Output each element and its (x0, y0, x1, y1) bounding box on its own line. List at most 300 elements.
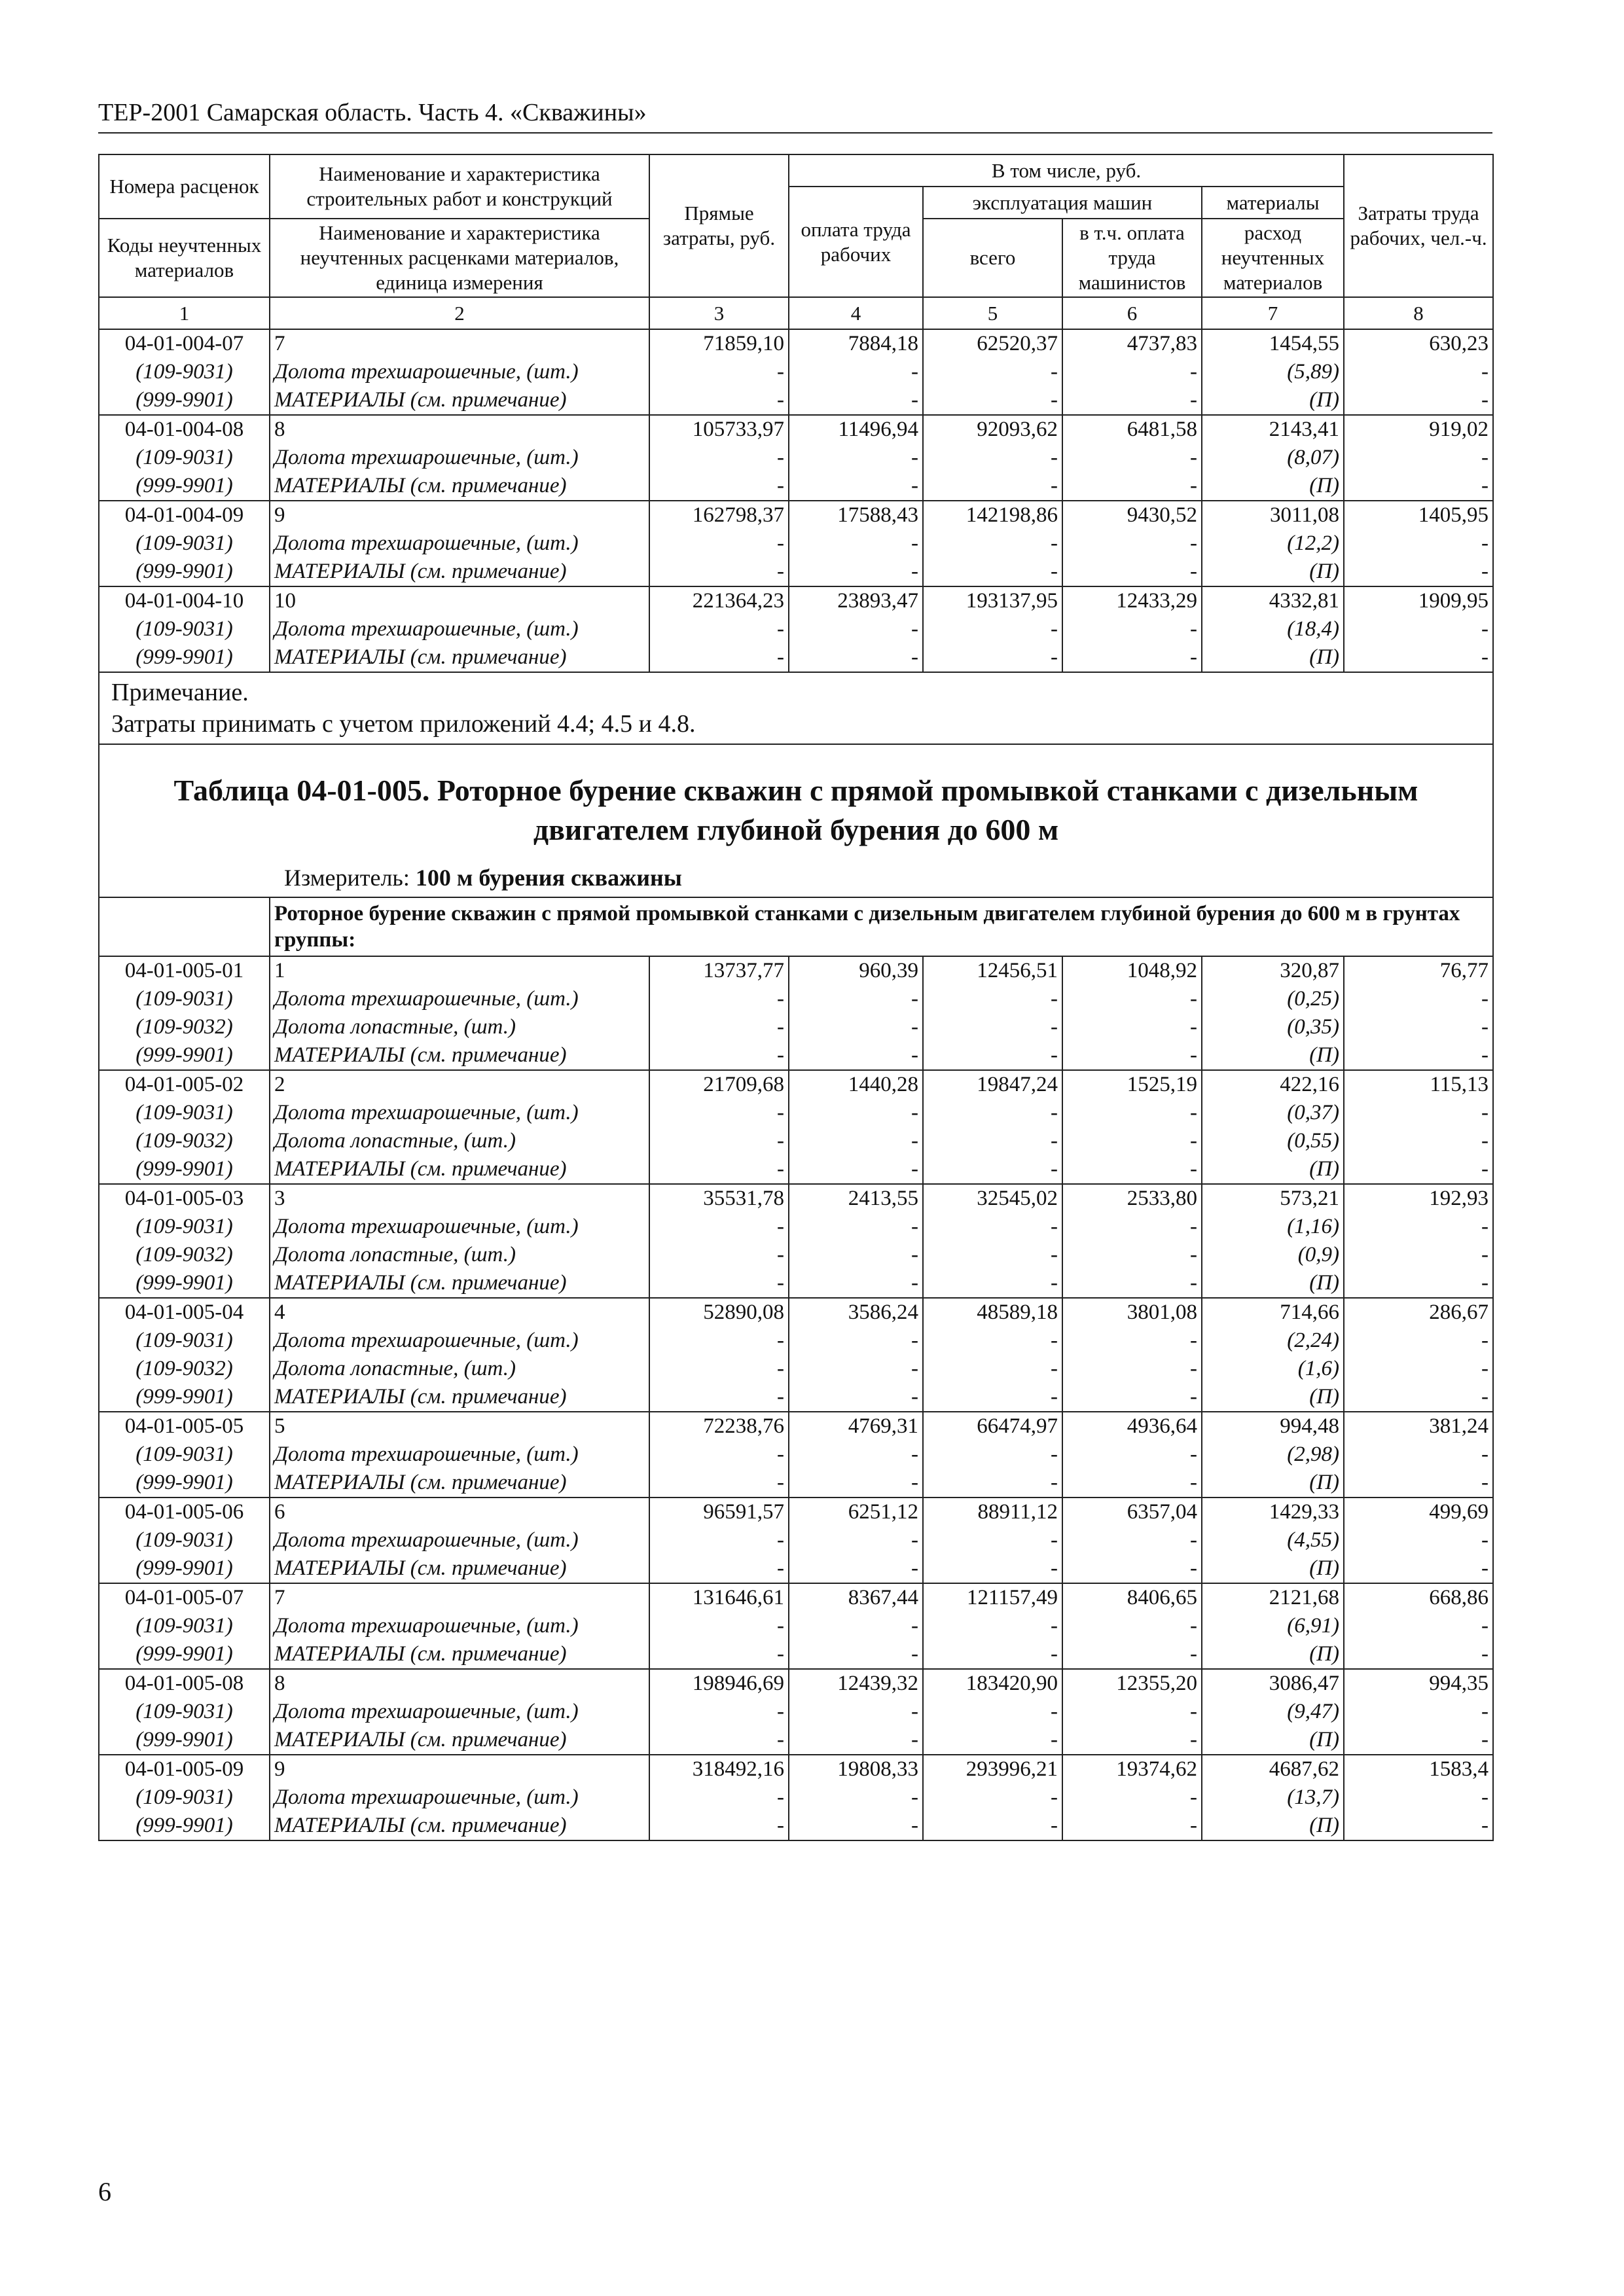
material-name: Долота трехшарошечные, (шт.) (270, 985, 649, 1013)
material-row (99, 558, 1493, 586)
dash-cell: - (649, 985, 789, 1013)
rate-value: 198946,69 (649, 1669, 789, 1698)
dash-cell: - (1344, 1526, 1493, 1554)
rate-value: 2413,55 (789, 1184, 923, 1213)
dash-cell: - (1062, 1099, 1202, 1127)
dash-cell: - (923, 1441, 1062, 1469)
dash-cell: - (923, 643, 1062, 672)
dash-cell: - (789, 1241, 923, 1269)
material-consumption: (2,98) (1202, 1441, 1344, 1469)
dash-cell: - (649, 1327, 789, 1355)
rate-value: 52890,08 (649, 1298, 789, 1327)
material-row (99, 615, 1493, 643)
dash-cell: - (649, 1526, 789, 1554)
material-consumption: (2,24) (1202, 1327, 1344, 1355)
rate-name: 4 (270, 1298, 649, 1327)
rate-value: 66474,97 (923, 1412, 1062, 1441)
dash-cell: - (1344, 444, 1493, 472)
material-consumption: (П) (1202, 1640, 1344, 1669)
dash-cell: - (1344, 643, 1493, 672)
material-code: (999-9901) (99, 1469, 270, 1498)
rate-value: 1454,55 (1202, 329, 1344, 358)
dash-cell: - (789, 529, 923, 558)
dash-cell: - (789, 358, 923, 386)
dash-cell: - (1062, 1441, 1202, 1469)
material-consumption: (1,16) (1202, 1213, 1344, 1241)
dash-cell: - (1062, 558, 1202, 586)
dash-cell: - (1344, 1726, 1493, 1755)
measure-label: Измеритель: (284, 865, 416, 891)
material-consumption: (18,4) (1202, 615, 1344, 643)
dash-cell: - (1062, 1127, 1202, 1155)
material-code: (999-9901) (99, 1726, 270, 1755)
material-name: МАТЕРИАЛЫ (см. примечание) (270, 558, 649, 586)
rate-value: 6357,04 (1062, 1498, 1202, 1526)
rate-value: 13737,77 (649, 956, 789, 985)
rate-value: 2121,68 (1202, 1583, 1344, 1612)
rate-value: 960,39 (789, 956, 923, 985)
material-name: Долота трехшарошечные, (шт.) (270, 1099, 649, 1127)
rate-value: 2143,41 (1202, 415, 1344, 444)
dash-cell: - (923, 1241, 1062, 1269)
material-code: (999-9901) (99, 1640, 270, 1669)
material-name: Долота трехшарошечные, (шт.) (270, 1327, 649, 1355)
dash-cell: - (1344, 1812, 1493, 1840)
header-work-name: Наименование и характеристика строительных работ и конструкций (270, 154, 649, 219)
material-row (99, 1554, 1493, 1583)
rate-name: 7 (270, 1583, 649, 1612)
dash-cell: - (923, 1612, 1062, 1640)
material-name: МАТЕРИАЛЫ (см. примечание) (270, 1554, 649, 1583)
rate-value: 2533,80 (1062, 1184, 1202, 1213)
rate-value: 72238,76 (649, 1412, 789, 1441)
measure-unit (113, 864, 1479, 891)
dash-cell: - (1344, 1155, 1493, 1184)
material-code: (999-9901) (99, 1041, 270, 1070)
material-name: Долота трехшарошечные, (шт.) (270, 1213, 649, 1241)
dash-cell: - (649, 1383, 789, 1412)
rate-code: 04-01-005-04 (99, 1298, 270, 1327)
dash-cell: - (789, 1441, 923, 1469)
rate-row (99, 501, 1493, 529)
dash-cell: - (1344, 1041, 1493, 1070)
dash-cell: - (1344, 1383, 1493, 1412)
dash-cell: - (923, 1726, 1062, 1755)
material-row (99, 1383, 1493, 1412)
dash-cell: - (1062, 1013, 1202, 1041)
section-heading: Роторное бурение скважин с прямой промывкой станками с дизельным двигателем глубиной бурения до 600 м в грунтах группы: (270, 897, 1493, 956)
dash-cell: - (1062, 1726, 1202, 1755)
rate-value: 3086,47 (1202, 1669, 1344, 1698)
dash-cell: - (1062, 1327, 1202, 1355)
note-text: Затраты принимать с учетом приложений 4.4; 4.5 и 4.8. (111, 710, 696, 738)
rate-code: 04-01-004-07 (99, 329, 270, 358)
rate-name: 9 (270, 501, 649, 529)
rate-code: 04-01-005-02 (99, 1070, 270, 1099)
rate-value: 62520,37 (923, 329, 1062, 358)
dash-cell: - (1062, 985, 1202, 1013)
dash-cell: - (649, 643, 789, 672)
material-name: Долота лопастные, (шт.) (270, 1013, 649, 1041)
rate-name: 8 (270, 1669, 649, 1698)
dash-cell: - (1062, 1612, 1202, 1640)
rate-value: 8367,44 (789, 1583, 923, 1612)
material-name: Долота трехшарошечные, (шт.) (270, 1698, 649, 1726)
rate-value: 92093,62 (923, 415, 1062, 444)
rate-code: 04-01-005-09 (99, 1755, 270, 1784)
material-consumption: (5,89) (1202, 358, 1344, 386)
material-code: (999-9901) (99, 1554, 270, 1583)
material-row (99, 1784, 1493, 1812)
dash-cell: - (923, 1213, 1062, 1241)
dash-cell: - (789, 1554, 923, 1583)
rate-value: 1405,95 (1344, 501, 1493, 529)
rate-code: 04-01-005-06 (99, 1498, 270, 1526)
material-consumption: (0,55) (1202, 1127, 1344, 1155)
material-code: (109-9032) (99, 1013, 270, 1041)
dash-cell: - (1344, 558, 1493, 586)
column-number: 5 (923, 297, 1062, 329)
dash-cell: - (789, 1127, 923, 1155)
column-number: 8 (1344, 297, 1493, 329)
header-machines-total: всего (923, 219, 1062, 297)
material-name: Долота трехшарошечные, (шт.) (270, 1784, 649, 1812)
rate-value: 192,93 (1344, 1184, 1493, 1213)
dash-cell: - (1062, 1213, 1202, 1241)
material-code: (109-9032) (99, 1355, 270, 1383)
dash-cell: - (649, 444, 789, 472)
dash-cell: - (1344, 529, 1493, 558)
header-worker-pay: оплата труда рабочих (789, 187, 923, 297)
header-operator-pay: в т.ч. оплата труда машинистов (1062, 219, 1202, 297)
material-name: МАТЕРИАЛЫ (см. примечание) (270, 1812, 649, 1840)
dash-cell: - (789, 1013, 923, 1041)
material-row (99, 386, 1493, 415)
rate-value: 121157,49 (923, 1583, 1062, 1612)
material-row (99, 1213, 1493, 1241)
material-row (99, 1269, 1493, 1298)
rate-name: 10 (270, 586, 649, 615)
dash-cell: - (923, 1383, 1062, 1412)
material-code: (109-9032) (99, 1241, 270, 1269)
dash-cell: - (1344, 1099, 1493, 1127)
header-rule (98, 132, 1492, 134)
material-consumption: (8,07) (1202, 444, 1344, 472)
material-name: МАТЕРИАЛЫ (см. примечание) (270, 1383, 649, 1412)
material-name: Долота трехшарошечные, (шт.) (270, 444, 649, 472)
material-name: Долота лопастные, (шт.) (270, 1355, 649, 1383)
dash-cell: - (1062, 472, 1202, 501)
material-code: (109-9031) (99, 1099, 270, 1127)
dash-cell: - (649, 1554, 789, 1583)
note-label: Примечание. (111, 679, 249, 706)
dash-cell: - (789, 1784, 923, 1812)
material-row (99, 1155, 1493, 1184)
dash-cell: - (1344, 472, 1493, 501)
material-row (99, 1640, 1493, 1669)
material-consumption: (4,55) (1202, 1526, 1344, 1554)
dash-cell: - (1344, 1013, 1493, 1041)
material-consumption: (П) (1202, 1812, 1344, 1840)
rate-row (99, 1583, 1493, 1612)
rate-name: 9 (270, 1755, 649, 1784)
rate-value: 12433,29 (1062, 586, 1202, 615)
section-spacer (99, 897, 270, 956)
rate-value: 88911,12 (923, 1498, 1062, 1526)
dash-cell: - (923, 1784, 1062, 1812)
rate-value: 76,77 (1344, 956, 1493, 985)
material-consumption: (П) (1202, 1554, 1344, 1583)
table-004-body (99, 329, 1493, 672)
dash-cell: - (1344, 985, 1493, 1013)
dash-cell: - (789, 1213, 923, 1241)
dash-cell: - (1344, 358, 1493, 386)
material-consumption: (П) (1202, 1469, 1344, 1498)
dash-cell: - (649, 1784, 789, 1812)
material-name: МАТЕРИАЛЫ (см. примечание) (270, 1726, 649, 1755)
rate-row (99, 1298, 1493, 1327)
dash-cell: - (1062, 1784, 1202, 1812)
rate-value: 23893,47 (789, 586, 923, 615)
header-rate-numbers: Номера расценок (99, 154, 270, 219)
dash-cell: - (789, 985, 923, 1013)
rate-value: 105733,97 (649, 415, 789, 444)
dash-cell: - (789, 1041, 923, 1070)
dash-cell: - (1344, 1698, 1493, 1726)
material-name: Долота трехшарошечные, (шт.) (270, 529, 649, 558)
dash-cell: - (649, 1698, 789, 1726)
material-consumption: (П) (1202, 558, 1344, 586)
dash-cell: - (923, 615, 1062, 643)
rate-value: 7884,18 (789, 329, 923, 358)
rate-value: 11496,94 (789, 415, 923, 444)
dash-cell: - (649, 1612, 789, 1640)
rate-value: 71859,10 (649, 329, 789, 358)
dash-cell: - (789, 1640, 923, 1669)
dash-cell: - (923, 1469, 1062, 1498)
rate-code: 04-01-004-09 (99, 501, 270, 529)
rate-value: 1429,33 (1202, 1498, 1344, 1526)
dash-cell: - (1062, 643, 1202, 672)
dash-cell: - (1344, 1241, 1493, 1269)
column-number: 1 (99, 297, 270, 329)
rate-value: 115,13 (1344, 1070, 1493, 1099)
material-consumption: (П) (1202, 472, 1344, 501)
dash-cell: - (923, 386, 1062, 415)
material-consumption: (12,2) (1202, 529, 1344, 558)
material-code: (999-9901) (99, 1269, 270, 1298)
table-005-body (99, 956, 1493, 1840)
rate-value: 19847,24 (923, 1070, 1062, 1099)
note-section (99, 672, 1493, 956)
dash-cell: - (649, 1355, 789, 1383)
dash-cell: - (649, 358, 789, 386)
dash-cell: - (923, 1013, 1062, 1041)
material-consumption: (П) (1202, 1383, 1344, 1412)
material-code: (109-9031) (99, 1526, 270, 1554)
header-material-names: Наименование и характеристика неучтенных расценками материалов, единица измерения (270, 219, 649, 297)
material-consumption: (9,47) (1202, 1698, 1344, 1726)
material-code: (999-9901) (99, 1812, 270, 1840)
dash-cell: - (923, 1698, 1062, 1726)
page-header: ТЕР-2001 Самарская область. Часть 4. «Скважины» (98, 99, 647, 126)
column-number: 2 (270, 297, 649, 329)
material-name: МАТЕРИАЛЫ (см. примечание) (270, 1269, 649, 1298)
rate-code: 04-01-004-10 (99, 586, 270, 615)
dash-cell: - (1062, 1041, 1202, 1070)
dash-cell: - (649, 1640, 789, 1669)
rate-code: 04-01-005-03 (99, 1184, 270, 1213)
dash-cell: - (1062, 1640, 1202, 1669)
rate-name: 3 (270, 1184, 649, 1213)
material-row (99, 1013, 1493, 1041)
table-header (99, 154, 1493, 329)
dash-cell: - (649, 1041, 789, 1070)
material-name: МАТЕРИАЛЫ (см. примечание) (270, 472, 649, 501)
dash-cell: - (789, 1526, 923, 1554)
rate-value: 221364,23 (649, 586, 789, 615)
material-row (99, 444, 1493, 472)
dash-cell: - (1344, 1612, 1493, 1640)
dash-cell: - (1344, 615, 1493, 643)
dash-cell: - (1062, 1241, 1202, 1269)
material-code: (109-9031) (99, 615, 270, 643)
rate-value: 4936,64 (1062, 1412, 1202, 1441)
material-code: (109-9031) (99, 444, 270, 472)
material-code: (999-9901) (99, 472, 270, 501)
material-code: (109-9031) (99, 358, 270, 386)
dash-cell: - (923, 1327, 1062, 1355)
material-name: Долота трехшарошечные, (шт.) (270, 1526, 649, 1554)
material-row (99, 1812, 1493, 1840)
dash-cell: - (1344, 1441, 1493, 1469)
rate-name: 6 (270, 1498, 649, 1526)
dash-cell: - (789, 558, 923, 586)
material-consumption: (П) (1202, 1155, 1344, 1184)
rate-name: 5 (270, 1412, 649, 1441)
dash-cell: - (649, 1155, 789, 1184)
header-machines: эксплуатация машин (923, 187, 1202, 219)
page-number: 6 (98, 2177, 111, 2206)
rate-value: 9430,52 (1062, 501, 1202, 529)
material-code: (999-9901) (99, 558, 270, 586)
dash-cell: - (789, 472, 923, 501)
material-row (99, 472, 1493, 501)
header-material-consumption: расход неучтенных материалов (1202, 219, 1344, 297)
dash-cell: - (649, 1441, 789, 1469)
rate-value: 96591,57 (649, 1498, 789, 1526)
dash-cell: - (1344, 1355, 1493, 1383)
dash-cell: - (923, 1526, 1062, 1554)
material-row (99, 1041, 1493, 1070)
dash-cell: - (789, 386, 923, 415)
header-material-codes: Коды неучтенных материалов (99, 219, 270, 297)
column-numbers-row (99, 297, 1493, 329)
dash-cell: - (789, 1726, 923, 1755)
rate-value: 17588,43 (789, 501, 923, 529)
column-number: 6 (1062, 297, 1202, 329)
dash-cell: - (789, 1612, 923, 1640)
material-consumption: (1,6) (1202, 1355, 1344, 1383)
rate-value: 286,67 (1344, 1298, 1493, 1327)
dash-cell: - (789, 1355, 923, 1383)
dash-cell: - (923, 1155, 1062, 1184)
dash-cell: - (649, 386, 789, 415)
dash-cell: - (923, 558, 1062, 586)
dash-cell: - (923, 444, 1062, 472)
rate-value: 12456,51 (923, 956, 1062, 985)
rate-value: 994,35 (1344, 1669, 1493, 1698)
material-consumption: (13,7) (1202, 1784, 1344, 1812)
material-code: (109-9031) (99, 529, 270, 558)
rate-value: 131646,61 (649, 1583, 789, 1612)
dash-cell: - (1344, 1640, 1493, 1669)
dash-cell: - (789, 1155, 923, 1184)
rate-value: 714,66 (1202, 1298, 1344, 1327)
dash-cell: - (1062, 1383, 1202, 1412)
dash-cell: - (649, 1213, 789, 1241)
dash-cell: - (789, 1469, 923, 1498)
rate-value: 630,23 (1344, 329, 1493, 358)
rate-value: 6251,12 (789, 1498, 923, 1526)
rate-value: 4769,31 (789, 1412, 923, 1441)
dash-cell: - (1062, 1155, 1202, 1184)
dash-cell: - (1062, 386, 1202, 415)
dash-cell: - (789, 615, 923, 643)
rate-value: 19374,62 (1062, 1755, 1202, 1784)
material-name: МАТЕРИАЛЫ (см. примечание) (270, 1640, 649, 1669)
dash-cell: - (649, 558, 789, 586)
dash-cell: - (649, 472, 789, 501)
material-row (99, 1127, 1493, 1155)
material-code: (999-9901) (99, 643, 270, 672)
dash-cell: - (649, 1812, 789, 1840)
dash-cell: - (923, 1269, 1062, 1298)
header-labor-costs: Затраты труда рабочих, чел.-ч. (1344, 154, 1493, 297)
rate-value: 919,02 (1344, 415, 1493, 444)
dash-cell: - (789, 1327, 923, 1355)
column-number: 7 (1202, 297, 1344, 329)
dash-cell: - (923, 1355, 1062, 1383)
dash-cell: - (1062, 444, 1202, 472)
rate-row (99, 586, 1493, 615)
material-name: Долота лопастные, (шт.) (270, 1241, 649, 1269)
dash-cell: - (1062, 1469, 1202, 1498)
material-consumption: (6,91) (1202, 1612, 1344, 1640)
material-name: Долота трехшарошечные, (шт.) (270, 358, 649, 386)
dash-cell: - (923, 1812, 1062, 1840)
rate-value: 162798,37 (649, 501, 789, 529)
dash-cell: - (649, 1013, 789, 1041)
column-number: 3 (649, 297, 789, 329)
header-including: В том числе, руб. (789, 154, 1344, 187)
dash-cell: - (1344, 1213, 1493, 1241)
rate-value: 1583,4 (1344, 1755, 1493, 1784)
material-consumption: (П) (1202, 386, 1344, 415)
material-code: (109-9031) (99, 1441, 270, 1469)
material-row (99, 1526, 1493, 1554)
rate-value: 1909,95 (1344, 586, 1493, 615)
rate-code: 04-01-005-07 (99, 1583, 270, 1612)
rate-value: 3011,08 (1202, 501, 1344, 529)
material-row (99, 985, 1493, 1013)
dash-cell: - (649, 1099, 789, 1127)
material-row (99, 1612, 1493, 1640)
material-consumption: (П) (1202, 643, 1344, 672)
rate-value: 3586,24 (789, 1298, 923, 1327)
dash-cell: - (649, 1469, 789, 1498)
dash-cell: - (1344, 1784, 1493, 1812)
